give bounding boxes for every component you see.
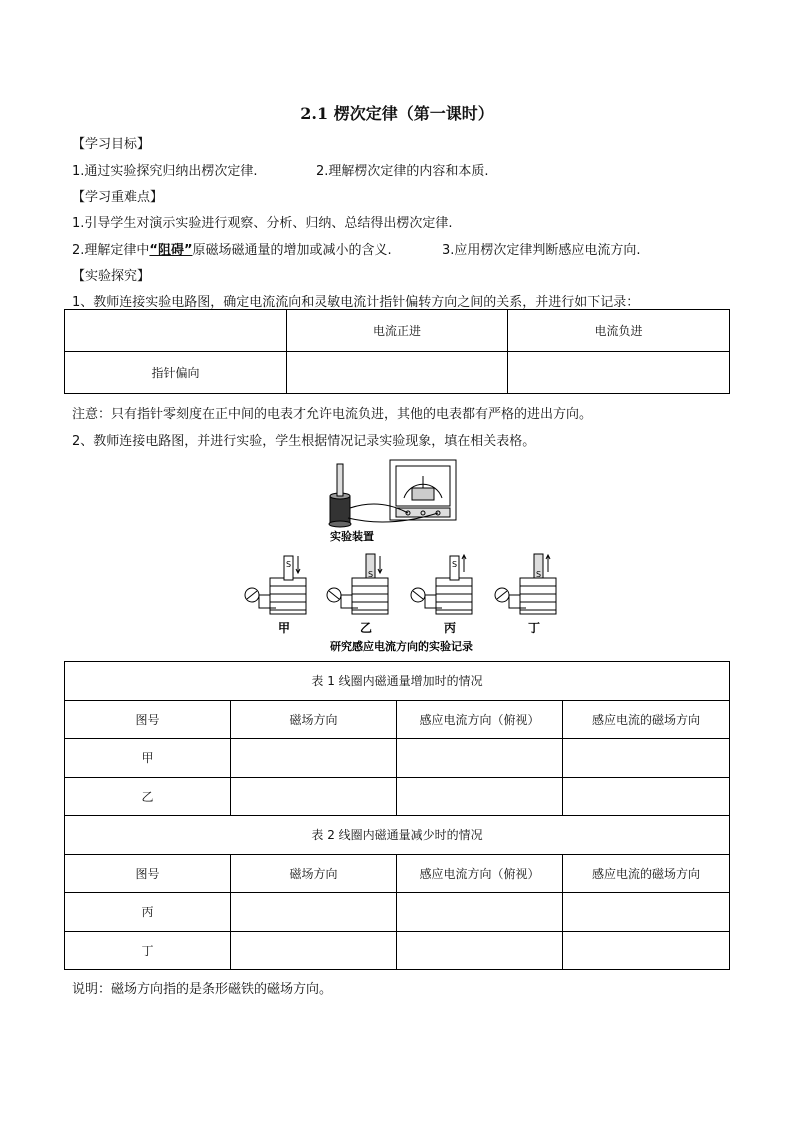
label-ding: 丁 [528,621,541,635]
table-row-label: 甲 [65,739,231,778]
coil-setup-bing [411,555,472,614]
table-pointer-direction [64,309,730,394]
table-cell-blank[interactable] [231,931,397,970]
table-cell-blank[interactable] [563,777,730,816]
section-goals: 【学习目标】 [72,137,151,152]
table-caption-2: 表 2 线圈内磁通量减少时的情况 [65,816,730,855]
experiment-figure [240,458,560,658]
table-row [65,816,730,855]
apparatus-caption: 实验装置 [330,530,374,543]
coil-setup-yi [327,554,388,614]
table-cell-blank[interactable] [563,893,730,932]
galvanometer-icon [390,460,456,520]
figure-caption: 研究感应电流方向的实验记录 [330,640,473,653]
table-cell-blank[interactable] [508,352,730,394]
table-row-label: 丙 [65,893,231,932]
table-header-cell: 电流负进 [508,310,730,352]
pole-label: S [536,570,542,579]
table-cell-blank[interactable] [563,931,730,970]
table-cell-blank[interactable] [397,739,563,778]
table-caption-1: 表 1 线圈内磁通量增加时的情况 [65,662,730,701]
key-2 [72,239,392,258]
table-row [65,893,730,932]
label-yi: 乙 [360,621,373,635]
section-experiment: 【实验探究】 [72,269,151,284]
table-row [65,700,730,739]
table-cell-blank[interactable] [397,777,563,816]
table-row [65,310,730,352]
table-header-cell: 磁场方向 [231,700,397,739]
table-induced-current [64,661,730,970]
table-row-label: 丁 [65,931,231,970]
table-cell-blank[interactable] [397,931,563,970]
table-cell-blank[interactable] [563,739,730,778]
page-title: 2.1 楞次定律（第一课时） [300,104,494,123]
goal-2: 2.理解楞次定律的内容和本质. [316,164,489,179]
table-row [65,739,730,778]
table-header-cell: 电流正进 [287,310,508,352]
table-row-label: 指针偏向 [65,352,287,394]
table-header-cell: 感应电流方向（俯视） [397,700,563,739]
footnote: 说明：磁场方向指的是条形磁铁的磁场方向。 [72,982,333,997]
table-header-cell: 感应电流的磁场方向 [563,854,730,893]
experiment-2: 2、教师连接电路图，并进行实验，学生根据情况记录实验现象，填在相关表格。 [72,434,536,449]
pole-label: S [368,570,374,579]
table-row [65,352,730,394]
section-key: 【学习重难点】 [72,190,164,205]
label-bing: 丙 [444,621,457,635]
table-row [65,931,730,970]
table-cell-blank[interactable] [397,893,563,932]
table-row [65,662,730,701]
table-row [65,854,730,893]
table-row [65,777,730,816]
table-header-cell [65,310,287,352]
key-1: 1.引导学生对演示实验进行观察、分析、归纳、总结得出楞次定律. [72,216,453,231]
key-2-pre: 2.理解定律中 [72,243,150,258]
table-cell-blank[interactable] [231,893,397,932]
table-header-cell: 感应电流方向（俯视） [397,854,563,893]
table-cell-blank[interactable] [231,739,397,778]
table-cell-blank[interactable] [287,352,508,394]
table-header-cell: 图号 [65,854,231,893]
pole-label: S [286,560,292,569]
key-2-post: 原磁场磁通量的增加或减小的含义. [192,243,392,258]
table-cell-blank[interactable] [231,777,397,816]
goal-1: 1.通过实验探究归纳出楞次定律. [72,164,258,179]
label-jia: 甲 [278,621,291,635]
table-row-label: 乙 [65,777,231,816]
table-header-cell: 磁场方向 [231,854,397,893]
note: 注意：只有指针零刻度在正中间的电表才允许电流负进，其他的电表都有严格的进出方向。 [72,407,593,422]
pole-label: S [452,560,458,569]
coil-setup-ding [495,554,556,614]
experiment-1: 1、教师连接实验电路图，确定电流流向和灵敏电流计指针偏转方向之间的关系，并进行如下记录： [72,295,640,310]
table-header-cell: 感应电流的磁场方向 [563,700,730,739]
table-header-cell: 图号 [65,700,231,739]
key-2-emphasis: “阻碍” [149,243,193,258]
key-3: 3.应用楞次定律判断感应电流方向. [442,243,641,258]
coil-setup-jia [245,556,306,614]
